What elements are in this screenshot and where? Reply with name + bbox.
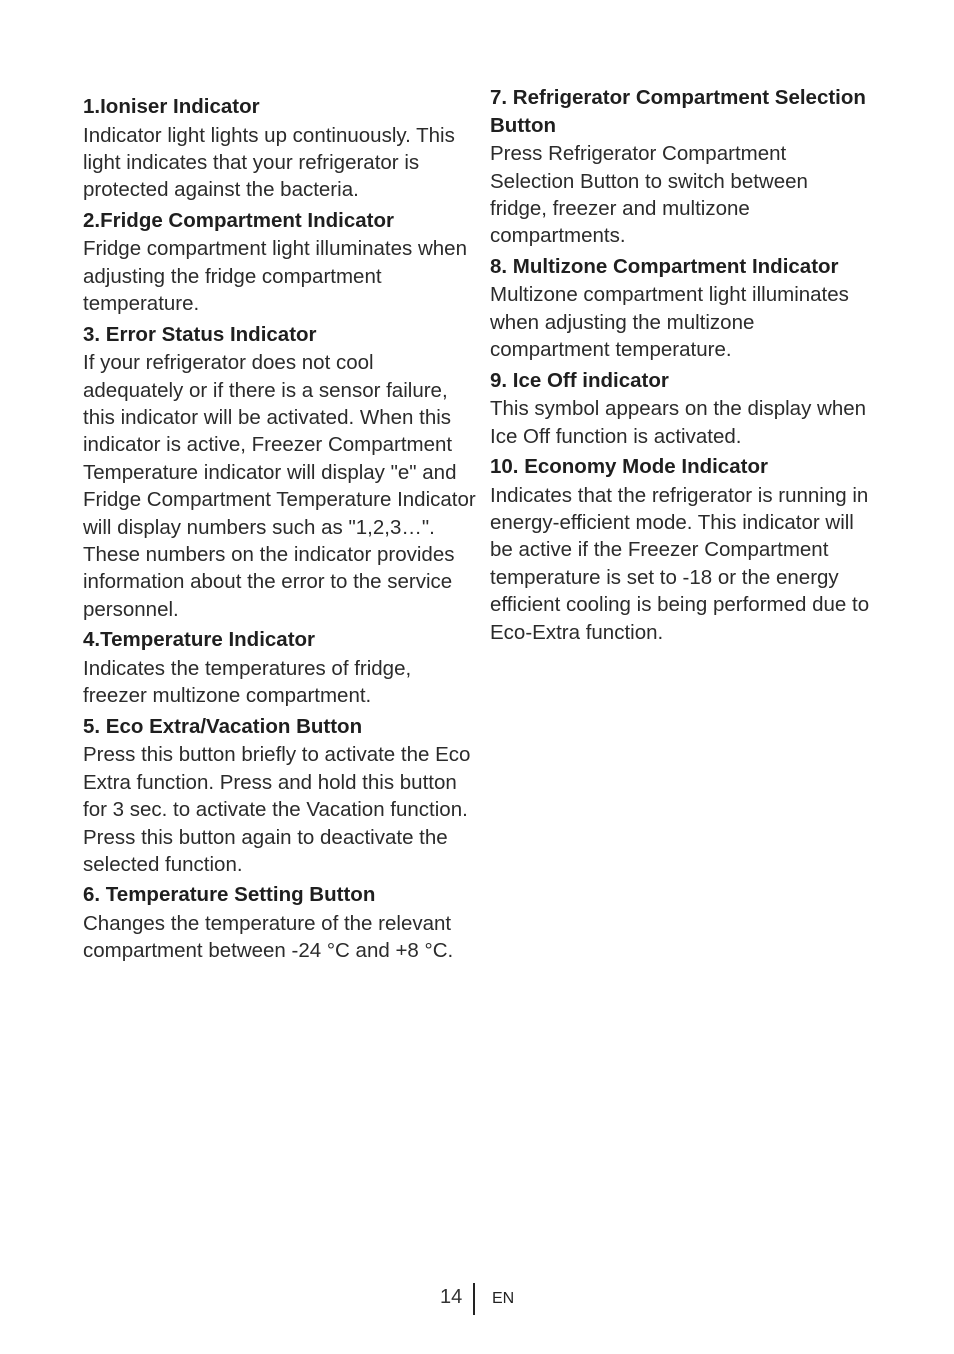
section-error-status-indicator <box>83 321 478 624</box>
section-body: Press Refrigerator Compartment Selection Button to switch between fridge, freezer and multizone compartments. <box>490 142 808 248</box>
section-body: Indicates the temperatures of fridge, freezer multizone compartment. <box>83 656 412 708</box>
section-temperature-indicator <box>83 626 478 709</box>
section-title: 6. Temperature Setting Button <box>83 883 376 907</box>
section-body: Fridge compartment light illuminates when adjusting the fridge compartment temperature. <box>83 237 467 316</box>
section-title: 4.Temperature Indicator <box>83 628 316 652</box>
section-title: 9. Ice Off indicator <box>490 368 669 392</box>
section-refrigerator-compartment-selection-button <box>490 84 870 250</box>
footer-divider <box>473 1283 475 1315</box>
section-ioniser-indicator <box>83 93 478 204</box>
section-body: Changes the temperature of the relevant compartment between -24 °C and +8 °C. <box>83 911 454 963</box>
section-multizone-compartment-indicator <box>490 253 870 364</box>
section-fridge-compartment-indicator <box>83 207 478 318</box>
section-title: 2.Fridge Compartment Indicator <box>83 208 394 232</box>
section-eco-extra-vacation-button <box>83 713 478 879</box>
section-ice-off-indicator <box>490 367 870 450</box>
section-body: If your refrigerator does not cool adequately or if there is a sensor failure, this indicator will be activated. When this indicator is active, Freezer Compartment Temperature indicator will display "e" and Fridge Compartment Temperature Indicator will display numbers such as "1,2,3…". These numbers on the indicator provides information about the error to the service personnel. <box>83 351 476 621</box>
section-title: 5. Eco Extra/Vacation Button <box>83 714 363 738</box>
section-title: 3. Error Status Indicator <box>83 322 317 346</box>
section-body: This symbol appears on the display when Ice Off function is activated. <box>490 397 867 448</box>
right-column <box>490 81 870 648</box>
page-number: 14 <box>440 1286 463 1308</box>
section-temperature-setting-button <box>83 881 478 964</box>
section-body: Indicator light lights up continuously. This light indicates that your refrigerator is protected against the bacteria. <box>83 123 455 202</box>
section-title: 8. Multizone Compartment Indicator <box>490 254 839 278</box>
section-title: 7. Refrigerator Compartment Selection Button <box>490 86 866 137</box>
page-footer <box>0 1283 954 1315</box>
left-column <box>83 90 478 967</box>
section-body: Multizone compartment light illuminates when adjusting the multizone compartment temperature. <box>490 283 849 362</box>
section-body: Press this button briefly to activate the Eco Extra function. Press and hold this button for 3 sec. to activate the Vacation function. Press this button again to deactivate the selected function. <box>83 743 471 876</box>
language-code: EN <box>492 1290 515 1307</box>
section-economy-mode-indicator <box>490 453 870 646</box>
section-title: 10. Economy Mode Indicator <box>490 455 768 479</box>
section-body: Indicates that the refrigerator is running in energy-efficient mode. This indicator will be active if the Freezer Compartment temperature is set to -18 or the energy efficient cooling is being performed due to Eco-Extra function. <box>490 483 870 644</box>
section-title: 1.Ioniser Indicator <box>83 95 260 118</box>
